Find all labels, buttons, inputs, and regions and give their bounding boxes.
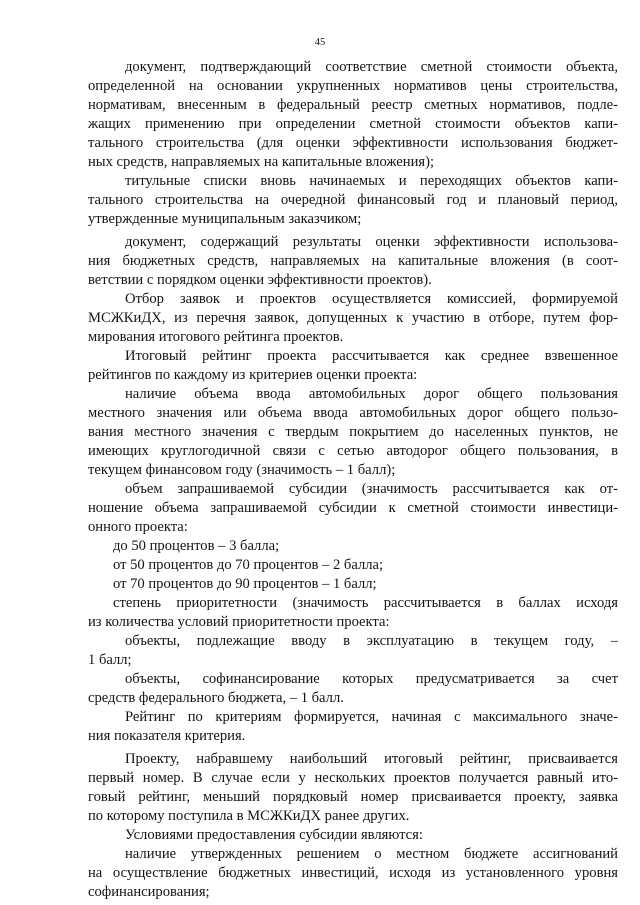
page-number: 45 — [314, 37, 326, 48]
text-line: тального строительства на очередной финансовый год и плановый период, — [88, 192, 618, 208]
text-line: определенной на основании укрупненных нормативов цены строительства, — [88, 78, 618, 94]
text-line: 1 балл; — [88, 652, 132, 668]
text-line: ния бюджетных средств, направляемых на капитальные вложения (в соот- — [88, 253, 618, 269]
text-line: утвержденные муниципальным заказчиком; — [88, 211, 362, 227]
text-line: Итоговый рейтинг проекта рассчитывается как среднее взвешенное — [125, 348, 618, 364]
text-line: до 50 процентов – 3 балла; — [113, 538, 280, 554]
text-line: титульные списки вновь начинаемых и переходящих объектов капи- — [125, 173, 618, 189]
text-line: документ, содержащий результаты оценки эффективности использова- — [125, 234, 618, 250]
text-line: местного значения или объема ввода автомобильных дорог общего пользо- — [88, 405, 618, 421]
text-line: степень приоритетности (значимость рассчитывается в баллах исходя — [113, 595, 618, 611]
text-line: от 50 процентов до 70 процентов – 2 балла; — [113, 557, 384, 573]
text-line: ния показателя критерия. — [88, 728, 246, 744]
text-line: первый номер. В случае если у нескольких проектов получается равный ито- — [88, 770, 618, 786]
text-line: Отбор заявок и проектов осуществляется комиссией, формируемой — [125, 291, 618, 307]
text-line: Условиями предоставления субсидии являются: — [125, 827, 423, 843]
text-line: рейтингов по каждому из критериев оценки проекта: — [88, 367, 418, 383]
text-line: наличие утвержденных решением о местном бюджете ассигнований — [125, 846, 618, 862]
text-line: нормативам, внесенным в федеральный реестр сметных нормативов, подле- — [88, 97, 618, 113]
text-line: софинансирования; — [88, 884, 210, 900]
text-line: жащих применению при определении сметной стоимости объектов капи- — [88, 116, 618, 132]
text-line: из количества условий приоритетности проекта: — [88, 614, 390, 630]
text-line: говый рейтинг, меньший порядковый номер присваивается проекту, заявка — [88, 789, 618, 805]
text-line: онного проекта: — [88, 519, 188, 535]
text-line: объекты, софинансирование которых предусматривается за счет — [125, 671, 618, 687]
text-line: на осуществление бюджетных инвестиций, исходя из установленного уровня — [88, 865, 618, 881]
document-body — [88, 58, 618, 902]
text-line: объекты, подлежащие вводу в эксплуатацию в текущем году, – — [125, 633, 618, 649]
text-line: ношение объема запрашиваемой субсидии к сметной стоимости инвестици- — [88, 500, 618, 516]
text-line: по которому поступила в МСЖКиДХ ранее других. — [88, 808, 410, 824]
text-line: Рейтинг по критериям формируется, начиная с максимального значе- — [125, 709, 618, 725]
text-line: текущем финансовом году (значимость – 1 балл); — [88, 462, 396, 478]
text-line: Проекту, набравшему наибольший итоговый рейтинг, присваивается — [125, 751, 618, 767]
text-line: мирования итогового рейтинга проектов. — [88, 329, 344, 345]
text-line: МСЖКиДХ, из перечня заявок, допущенных к участию в отборе, путем фор- — [88, 310, 618, 326]
text-line: имеющих круглогодичной связи с сетью автодорог общего пользования, в — [88, 443, 618, 459]
text-line: тального строительства (для оценки эффективности использования бюджет- — [88, 135, 618, 151]
text-line: ных средств, направляемых на капитальные вложения); — [88, 154, 435, 170]
text-line: наличие объема ввода автомобильных дорог общего пользования — [125, 386, 618, 402]
text-line: документ, подтверждающий соответствие сметной стоимости объекта, — [125, 59, 618, 75]
text-line: от 70 процентов до 90 процентов – 1 балл; — [113, 576, 377, 592]
text-line: вания местного значения с твердым покрытием до населенных пунктов, не — [88, 424, 618, 440]
text-line: объем запрашиваемой субсидии (значимость рассчитывается как от- — [125, 481, 618, 497]
text-line: ветствии с порядком оценки эффективности проектов). — [88, 272, 432, 288]
text-line: средств федерального бюджета, – 1 балл. — [88, 690, 344, 706]
